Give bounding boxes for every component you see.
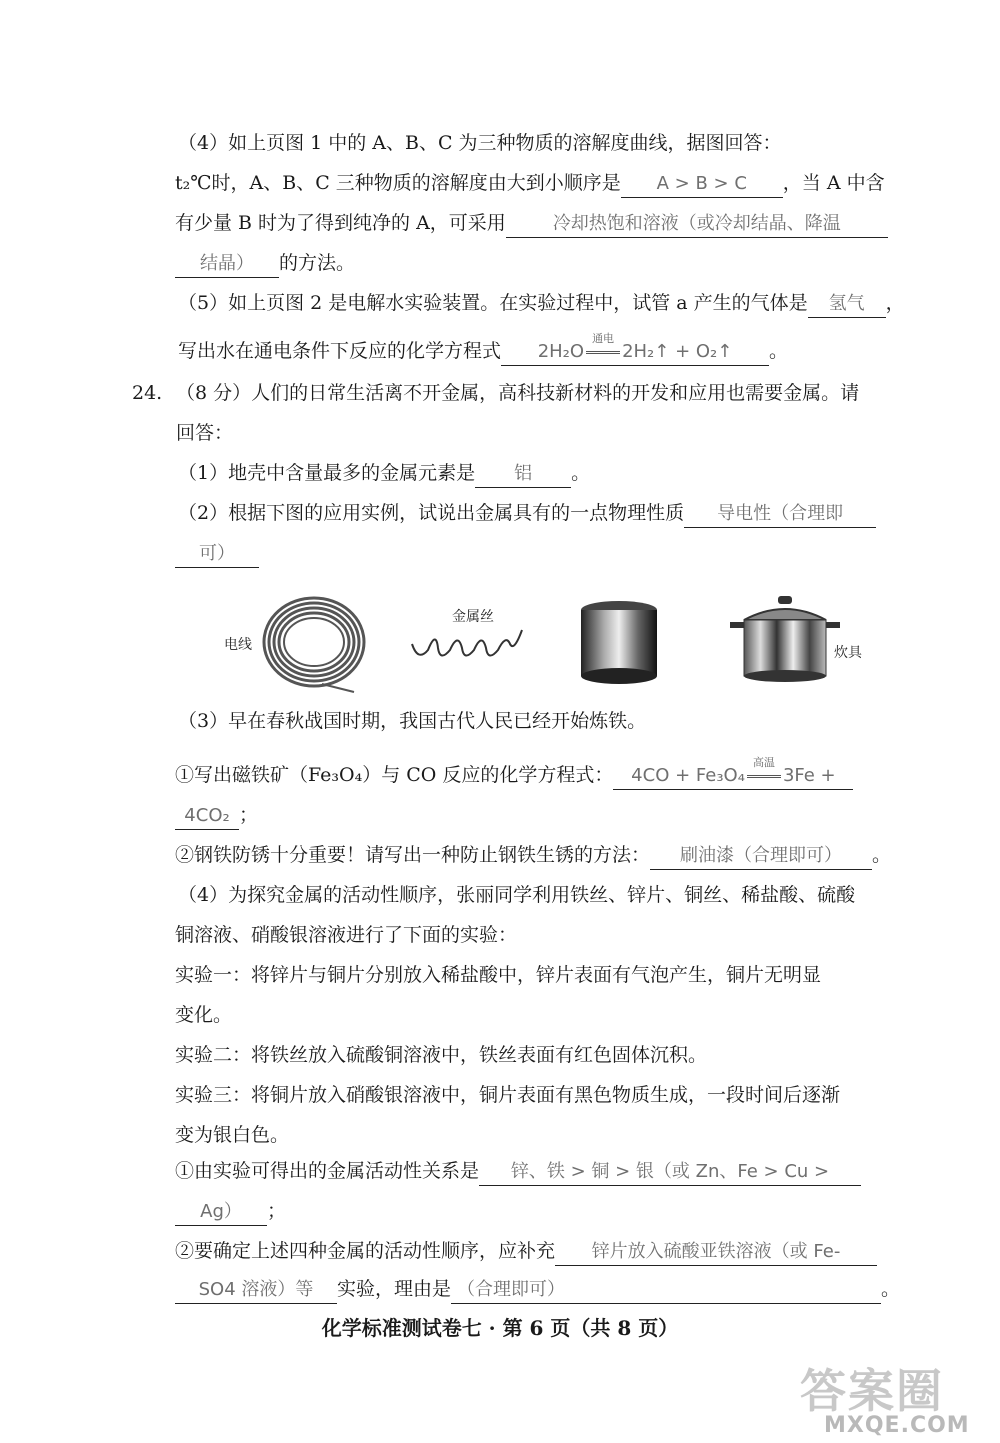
q24-part4-intro: （4）为探究金属的活动性顺序，张丽同学利用铁丝、锌片、铜丝、稀盐酸、硫酸	[178, 884, 856, 906]
q23-part4-line4: 结晶） 的方法。	[175, 248, 1000, 278]
q24-part1: （1）地壳中含量最多的金属元素是 铝 。	[178, 458, 1000, 488]
site-watermark-logo	[800, 1355, 990, 1440]
answer-activity-b: Ag）	[175, 1199, 267, 1226]
answer-property-b: 可）	[175, 541, 259, 568]
q23-part5-line1: （5）如上页图 2 是电解水实验装置。在实验过程中，试管 a 产生的气体是 氢气 ，	[178, 288, 1000, 318]
answer-experiment-a: 锌片放入硫酸亚铁溶液（或 Fe-	[555, 1239, 877, 1266]
metal-cylinder-icon	[578, 598, 660, 688]
answer-experiment-b: SO4 溶液）等	[175, 1277, 337, 1304]
experiment-3: 实验三：将铜片放入硝酸银溶液中，铜片表面有黑色物质生成，一段时间后逐渐	[175, 1084, 841, 1106]
cooking-pot-icon	[730, 594, 840, 686]
metal-wire-spring-icon	[408, 626, 528, 666]
q23-part4-line3: 有少量 B 时为了得到纯净的 A，可采用 冷却热饱和溶液（或冷却结晶、降温	[175, 208, 1000, 238]
answer-property-a: 导电性（合理即	[684, 501, 876, 528]
watermark-logo-text: 答案圈	[800, 1364, 944, 1418]
q24-part3-2: ②钢铁防锈十分重要！请写出一种防止钢铁生锈的方法： 刷油漆（合理即可） 。	[175, 840, 1000, 870]
answer-element: 铝	[475, 461, 571, 488]
answer-rust-prevention: 刷油漆（合理即可）	[650, 843, 872, 870]
q24-part4-1: ①由实验可得出的金属活动性关系是 锌、铁 > 铜 > 银（或 Zn、Fe > Cu >	[175, 1156, 1000, 1186]
answer-equation-water: 2H₂O 通电 2H₂↑ + O₂↑	[501, 339, 769, 366]
q24-part4-intro-cont: 铜溶液、硝酸银溶液进行了下面的实验：	[175, 924, 518, 946]
q24-intro: 24. （8 分）人们的日常生活离不开金属，高科技新材料的开发和应用也需要金属。请	[132, 378, 1000, 408]
reaction-arrow: 高温	[747, 763, 781, 789]
experiment-1-cont: 变化。	[175, 1004, 233, 1026]
label-cookware: 炊具	[834, 645, 862, 661]
experiment-2: 实验二：将铁丝放入硫酸铜溶液中，铁丝表面有红色固体沉积。	[175, 1044, 708, 1066]
answer-equation-iron-a: 4CO + Fe₃O₄ 高温 3Fe +	[613, 763, 853, 790]
q24-part3-1-cont: 4CO₂ ；	[175, 800, 1000, 830]
q23-part4-intro: （4）如上页图 1 中的 A、B、C 为三种物质的溶解度曲线，据图回答：	[178, 132, 782, 154]
application-figures	[0, 590, 1000, 690]
q23-part5-line2: 写出水在通电条件下反应的化学方程式 2H₂O 通电 2H₂↑ + O₂↑ 。	[178, 336, 1000, 366]
watermark-url: MXQE.COM	[824, 1413, 970, 1438]
wire-coil-icon	[262, 594, 374, 694]
label-electric-wire: 电线	[224, 637, 252, 653]
answer-activity-a: 锌、铁 > 铜 > 银（或 Zn、Fe > Cu >	[479, 1159, 861, 1186]
q24-part3-1: ①写出磁铁矿（Fe₃O₄）与 CO 反应的化学方程式： 4CO + Fe₃O₄ 高温 3Fe +	[175, 760, 1000, 790]
q24-part2-cont	[175, 538, 1000, 568]
page-footer: 化学标准测试卷七 · 第 6 页（共 8 页）	[321, 1316, 679, 1340]
answer-method-b: 结晶）	[175, 251, 279, 278]
experiment-1: 实验一：将锌片与铜片分别放入稀盐酸中，锌片表面有气泡产生，铜片无明显	[175, 964, 822, 986]
q24-part2: （2）根据下图的应用实例，试说出金属具有的一点物理性质 导电性（合理即	[178, 498, 1000, 528]
answer-reason: （合理即可）	[451, 1277, 881, 1304]
answer-gas: 氢气	[808, 291, 886, 318]
answer-order: A > B > C	[621, 171, 783, 198]
answer-method-a: 冷却热饱和溶液（或冷却结晶、降温	[506, 211, 888, 238]
q24-part4-1-cont: Ag） ；	[175, 1196, 1000, 1226]
q24-intro-cont: 回答：	[176, 422, 234, 444]
q24-part3: （3）早在春秋战国时期，我国古代人民已经开始炼铁。	[178, 710, 647, 732]
question-number: 24.	[132, 382, 163, 404]
q24-part4-2: ②要确定上述四种金属的活动性顺序，应补充 锌片放入硫酸亚铁溶液（或 Fe-	[175, 1236, 1000, 1266]
q24-part4-2-cont: SO4 溶液）等 实验，理由是 （合理即可） 。	[175, 1274, 1000, 1304]
reaction-arrow: 通电	[586, 339, 620, 365]
q23-part4-line2: t₂℃时，A、B、C 三种物质的溶解度由大到小顺序是 A > B > C ，当 A 中含	[175, 168, 1000, 198]
experiment-3-cont: 变为银白色。	[175, 1124, 290, 1146]
answer-equation-iron-b: 4CO₂	[175, 803, 239, 830]
label-metal-wire: 金属丝	[452, 609, 494, 625]
